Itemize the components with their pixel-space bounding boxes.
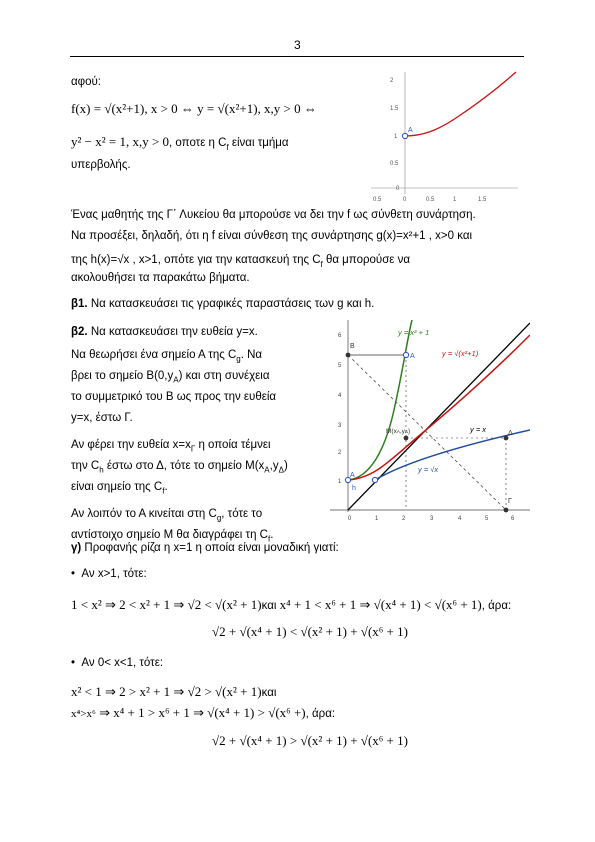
intro-equation-2-text: , οποτε η C [169, 137, 227, 149]
case2-bullet: • [71, 657, 76, 669]
case1-line1-ara: , άρα: [481, 600, 512, 612]
b2-p-line3: το συμμετρικό του Β ως προς την ευθεία [71, 391, 277, 403]
case1-head [71, 567, 147, 581]
small-graph-xtick-0: 0 [403, 197, 407, 203]
case1-line1-math: 1 < x² ⇒ 2 < x² + 1 ⇒ √2 < √(x² + 1) [71, 597, 262, 612]
para1-line3-text: της h(x)=√x , x>1, οπότε για την κατασκευή της C [71, 254, 321, 266]
case2-line1-math: x² < 1 ⇒ 2 > x² + 1 ⇒ √2 > √(x² + 1) [71, 684, 262, 699]
big-graph-label-f: y = √(x²+1) [442, 349, 479, 358]
case2-line2a: x⁴>x⁶ [71, 708, 96, 720]
case2-line3: √2 + √(x⁴ + 1) > √(x² + 1) + √(x⁶ + 1) [212, 733, 408, 748]
b2-q-line1-sub: Γ [190, 444, 196, 454]
small-graph-xtick-0-5: 0.5 [426, 197, 435, 203]
b2-p-line1 [71, 348, 262, 366]
intro-equation-2-math: y² − x² = 1, x,y > 0 [71, 134, 170, 149]
b2-q-line3-text: είναι σημείο της C [71, 481, 163, 493]
big-graph-label-a-top: A [410, 353, 415, 360]
case1-bullet: • [71, 568, 76, 580]
big-graph-point-m [404, 436, 409, 441]
big-graph-label-h: y = √x [418, 465, 439, 474]
big-graph-xtick-3: 3 [430, 516, 434, 522]
big-graph-ytick-3: 3 [338, 423, 342, 429]
b2-q-line2-tail: έστω στο Δ, τότε το σημείο Μ(x [103, 460, 265, 472]
intro-equation-1: f(x) = √(x²+1), x > 0 ⇔ y = √(x²+1), x,y > 0 ⇔ [71, 101, 317, 116]
b2-q-line2-sub: h [99, 465, 104, 475]
b2-p-line4: y=x, έστω Γ. [71, 412, 133, 424]
small-graph-ytick-0-5: 0.5 [390, 161, 399, 167]
small-graph-point-a-label: A [408, 127, 413, 134]
para1-line1: Ένας μαθητής της Γ΄ Λυκείου θα μπορούσε να δει την f ως σύνθετη συνάρτηση. [71, 209, 476, 221]
intro-equation-2 [71, 133, 289, 155]
case2-line2-ara: , άρα: [305, 708, 336, 720]
para1-line4: ακολουθήσει τα παρακάτω βήματα. [71, 272, 250, 284]
para1-line3-tail: θα μπορούσε να [322, 254, 411, 266]
case2-line1-kai: και [261, 687, 277, 699]
big-graph-xtick-6: 6 [511, 516, 515, 522]
b2-q-line2-sub2: A [264, 465, 270, 475]
big-graph-label-m-mid: ,y [399, 428, 405, 435]
big-graph-xtick-1: 1 [375, 516, 379, 522]
big-graph-point-h [372, 477, 377, 482]
small-graph-point-a [402, 133, 407, 138]
case1-line1b-math: x⁴ + 1 < x⁶ + 1 ⇒ √(x⁴ + 1) < √(x⁶ + 1) [276, 597, 482, 612]
b2-r-line1-text: Αν λοιπόν το Α κινείται στη C [71, 508, 217, 520]
b2-q-line3-sub: f [162, 486, 165, 496]
big-graph-label-h-point: h [352, 485, 356, 492]
big-graph-label-m [386, 428, 410, 435]
big-graph-xtick-5: 5 [485, 516, 489, 522]
page-number: 3 [294, 38, 301, 52]
small-graph-ytick-1: 1 [394, 134, 398, 140]
big-graph-ytick-2: 2 [338, 450, 342, 456]
header-rule [70, 56, 524, 57]
b2-p-line1-tail: . Να [240, 349, 263, 361]
b2-q-line1-text: Αν φέρει την ευθεία x=x [71, 439, 191, 451]
small-graph-xtick-neg-0-5: 0.5 [373, 197, 382, 203]
case2-line2 [71, 704, 335, 722]
b2-q-line2-end: ) [283, 460, 288, 472]
b2-p-line2-tail: ) και στη συνέχεια [178, 370, 270, 382]
gamma-label: γ) [71, 542, 82, 554]
big-graph-label-m-sub: A [396, 429, 400, 434]
big-graph-xtick-4: 4 [458, 516, 462, 522]
b2-p-line1-sub: g [236, 354, 241, 364]
big-graph-label-g: y = x² + 1 [398, 328, 430, 337]
big-graph-xtick-0: 0 [348, 516, 352, 522]
b2-q-line2-sub3: Δ [278, 465, 284, 475]
big-graph-point-b [346, 353, 351, 358]
b2-p-line1-text: Να θεωρήσει ένα σημείο Α της C [71, 349, 237, 361]
b2-r-line1-sub: g [216, 513, 222, 523]
big-graph-ytick-4: 4 [338, 393, 342, 399]
small-graph-xtick-1: 1 [453, 197, 457, 203]
para1-line3 [71, 250, 523, 272]
case2-line1 [71, 683, 276, 701]
b2-item [71, 325, 258, 339]
b2-r-line2-sub: f [267, 534, 271, 544]
b2-q-line1 [71, 438, 271, 456]
big-graph-label-m-text: M(x [386, 428, 397, 435]
small-graph-ytick-1-5: 1.5 [390, 106, 399, 112]
big-graph [330, 320, 530, 530]
b2-q-line2-text: την C [71, 460, 100, 472]
big-graph-label-m-sub2: Δ [404, 429, 408, 434]
case2-line2b: ⇒ x⁴ + 1 > x⁶ + 1 ⇒ √(x⁴ + 1) > √(x⁶ +) [95, 705, 306, 720]
big-graph-label-m-end: ) [407, 428, 411, 435]
b2-r-line1 [71, 507, 262, 525]
intro-equation-2-tail: είναι τμήμα [228, 137, 289, 149]
para1-line2: Να προσέξει, δηλαδή, ότι η f είναι σύνθεση της συνάρτησης g(x)=x²+1 , x>0 και [71, 230, 473, 242]
small-graph [368, 68, 526, 208]
intro-equation-2-sub: f [226, 143, 229, 153]
small-graph-ytick-2: 2 [390, 78, 394, 84]
case1-line2: √2 + √(x⁴ + 1) < √(x² + 1) + √(x⁶ + 1) [212, 624, 408, 639]
case1-line1-kai: και [261, 600, 277, 612]
case2-head-text: Αν 0< x<1, τότε: [81, 657, 164, 669]
intro-afou: αφού: [71, 76, 101, 88]
small-graph-f-curve [405, 72, 516, 136]
b2-r-line2-tail: . [270, 529, 274, 541]
case1-line1 [71, 596, 511, 614]
gamma-text: Προφανής ρίζα η x=1 η οποία είναι μοναδική γιατί: [81, 542, 339, 554]
b2-q-line2-mid: ,y [269, 460, 279, 472]
big-graph-label-gamma: Γ [508, 498, 512, 505]
big-graph-ytick-6: 6 [338, 333, 342, 339]
b2-p-line2-text: βρει το σημείο Β(0,y [71, 370, 174, 382]
big-graph-label-delta: Δ [508, 430, 513, 437]
small-graph-xtick-1-5: 1.5 [478, 197, 487, 203]
b2-q-line3 [71, 480, 168, 498]
big-graph-f-curve [348, 335, 530, 480]
b2-q-line1-tail: η οποία τέμνει [195, 439, 271, 451]
case2-head [71, 656, 163, 670]
case1-head-text: Αν x>1, τότε: [81, 568, 147, 580]
gamma-item [71, 541, 339, 555]
big-graph-point-a-top [403, 352, 408, 357]
big-graph-point-gamma [504, 508, 509, 513]
b2-q-line3-tail: . [164, 481, 168, 493]
small-graph-ytick-0: 0 [396, 186, 400, 192]
big-graph-xtick-2: 2 [402, 516, 406, 522]
b2-r-line2-text: αντίστοιχο σημείο Μ θα διαγράφει τη C [71, 529, 268, 541]
para1-line3-sub: f [320, 260, 323, 270]
big-graph-g-curve [348, 320, 412, 480]
big-graph-label-b: B [350, 343, 355, 350]
b2-p-line2-sub: A [173, 375, 179, 385]
big-graph-ytick-5: 5 [338, 363, 342, 369]
b2-q-line2 [71, 459, 288, 477]
intro-line-3: υπερβολής. [71, 159, 131, 171]
big-graph-label-a-bottom: A [350, 472, 355, 479]
big-graph-ytick-1: 1 [338, 479, 342, 485]
b2-p-line2 [71, 369, 270, 387]
b2-text: Να κατασκευάσει την ευθεία y=x. [87, 326, 258, 338]
b1-item [71, 297, 374, 311]
b1-label: β1. [71, 298, 88, 310]
b2-label: β2. [71, 326, 88, 338]
b1-text: Να κατασκευάσει τις γραφικές παραστάσεις των g και h. [87, 298, 375, 310]
b2-r-line1-tail: , τότε το [221, 508, 263, 520]
big-graph-label-yx: y = x [470, 425, 487, 434]
